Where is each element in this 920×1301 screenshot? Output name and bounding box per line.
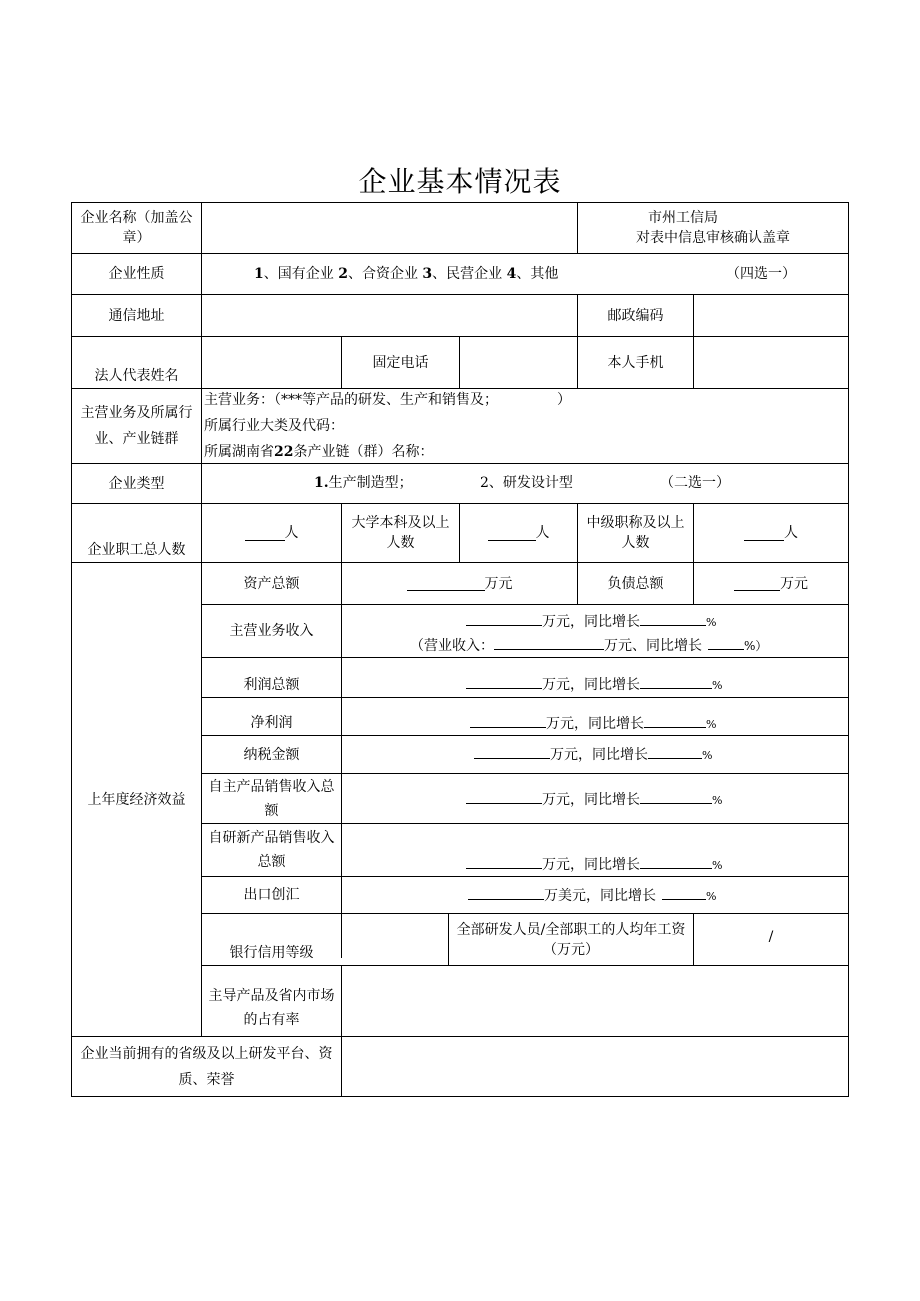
net-profit-field[interactable]	[342, 698, 848, 735]
authority-stamp-line2: 对表中信息审核确认盖章	[636, 230, 790, 246]
assets-label	[202, 563, 341, 604]
authority-stamp-box	[578, 203, 848, 253]
operating-revenue-prefix: （营业收入：	[410, 638, 494, 654]
platforms-label	[72, 1037, 341, 1096]
tax-line	[474, 744, 712, 766]
chain-suffix: 条产业链（群）名称：	[293, 444, 434, 460]
address-label-text: 通信地址	[108, 307, 165, 324]
main-revenue-percent: %	[706, 616, 717, 629]
tax-percent: %	[702, 749, 713, 762]
total-profit-percent: %	[712, 679, 723, 692]
nature-opt2-num: 2	[338, 266, 348, 282]
company-nature-label-text: 企业性质	[108, 266, 165, 282]
rd-salary-slash: /	[768, 928, 774, 945]
credit-label	[202, 914, 341, 965]
econ-label-text: 上年度经济效益	[87, 791, 186, 808]
legal-rep-label	[72, 337, 201, 388]
own-product-growth-blank	[640, 789, 712, 804]
bachelor-label-text: 大学本科及以上人数	[351, 515, 450, 551]
nature-opt3: 、民营企业	[432, 266, 503, 282]
nature-opt4: 、其他	[516, 266, 559, 282]
new-product-label	[202, 824, 341, 876]
main-revenue-field[interactable]	[342, 605, 848, 657]
new-product-growth-blank	[640, 854, 712, 869]
platforms-label-text: 企业当前拥有的省级及以上研发平台、资质、荣誉	[80, 1046, 333, 1088]
main-business-close: ）	[557, 392, 571, 408]
nature-opt3-num: 3	[422, 266, 433, 282]
assets-label-text: 资产总额	[243, 575, 300, 592]
mid-title-label	[578, 504, 693, 562]
bachelor-blank	[488, 526, 536, 541]
mobile-field[interactable]	[694, 337, 848, 388]
tax-blank	[474, 744, 550, 759]
operating-revenue-yoy: 万元、同比增长	[604, 638, 702, 654]
net-profit-growth-blank	[644, 713, 706, 728]
mid-title-field[interactable]	[694, 504, 848, 562]
debt-unit: 万元	[780, 575, 808, 592]
type-opt1-num: 1.	[314, 475, 329, 491]
chain-num: 22	[274, 444, 294, 460]
assets-blank	[407, 576, 485, 591]
chain-line	[204, 439, 433, 465]
main-revenue-blank	[466, 611, 542, 626]
type-opt2: 2、研发设计型	[480, 475, 573, 491]
page-title: 企业基本情况表	[358, 165, 562, 198]
nature-options-text	[254, 264, 558, 284]
grid-line	[71, 1096, 849, 1097]
bachelor-field[interactable]	[460, 504, 577, 562]
postcode-field[interactable]	[694, 295, 848, 336]
export-field[interactable]	[342, 877, 848, 913]
total-profit-blank	[466, 674, 542, 689]
total-profit-label-text: 利润总额	[243, 677, 300, 693]
operating-revenue-percent: %）	[744, 639, 768, 653]
staff-total-label-text: 企业职工总人数	[87, 542, 186, 558]
main-revenue-line1	[466, 611, 716, 633]
company-type-label	[72, 464, 201, 503]
tax-growth-blank	[648, 744, 702, 759]
main-revenue-yoy: 万元，同比增长	[542, 614, 640, 630]
net-profit-line	[470, 713, 716, 735]
new-product-line	[466, 854, 722, 876]
net-profit-percent: %	[706, 718, 717, 731]
main-revenue-growth-blank	[640, 611, 706, 626]
landline-label-text: 固定电话	[372, 354, 429, 371]
company-name-label-text: 企业名称（加盖公章）	[80, 210, 193, 246]
own-product-field[interactable]	[342, 774, 848, 823]
main-revenue-label	[202, 605, 341, 657]
new-product-field[interactable]	[342, 824, 848, 876]
tax-label-text: 纳税金额	[243, 746, 300, 763]
own-product-label-text: 自主产品销售收入总额	[208, 778, 335, 819]
company-nature-options[interactable]	[202, 254, 848, 294]
operating-revenue-growth-blank	[708, 635, 744, 650]
total-profit-yoy: 万元，同比增长	[542, 677, 640, 693]
export-blank	[468, 885, 544, 900]
landline-field[interactable]	[460, 337, 577, 388]
tax-field[interactable]	[342, 736, 848, 773]
bachelor-unit: 人	[535, 525, 550, 541]
assets-unit: 万元	[484, 575, 513, 592]
postcode-label	[578, 295, 693, 336]
nature-opt2: 、合资企业	[347, 266, 418, 282]
debt-label	[578, 563, 693, 604]
company-name-label	[72, 203, 201, 253]
debt-field[interactable]	[694, 563, 848, 604]
export-line	[468, 885, 716, 907]
grid-line	[848, 202, 849, 1097]
net-profit-blank	[470, 713, 546, 728]
market-share-label	[202, 966, 341, 1036]
new-product-blank	[466, 854, 542, 869]
own-product-yoy: 万元，同比增长	[542, 792, 640, 808]
total-profit-field[interactable]	[342, 658, 848, 697]
type-opt1-text: 生产制造型；	[328, 475, 413, 491]
credit-field[interactable]	[342, 914, 448, 965]
net-profit-label	[202, 698, 341, 735]
mid-title-blank	[744, 526, 784, 541]
type-choice-note: （二选一）	[660, 475, 730, 491]
company-type-options[interactable]	[202, 464, 848, 503]
export-growth-blank	[662, 885, 706, 900]
mobile-label-text: 本人手机	[607, 354, 664, 371]
mid-title-label-text: 中级职称及以上人数	[586, 515, 685, 551]
own-product-percent: %	[712, 794, 723, 807]
new-product-yoy: 万元，同比增长	[542, 857, 640, 873]
own-product-line	[466, 789, 722, 811]
market-share-label-text: 主导产品及省内市场的占有率	[208, 988, 335, 1028]
staff-total-unit: 人	[284, 525, 299, 541]
debt-blank	[734, 576, 780, 591]
total-profit-label	[202, 658, 341, 697]
type-opt1	[314, 473, 413, 493]
total-profit-line	[466, 674, 722, 696]
rd-salary-field[interactable]	[694, 914, 848, 965]
export-label-text: 出口创汇	[243, 887, 300, 903]
net-profit-label-text: 净利润	[250, 715, 293, 731]
staff-total-label	[72, 504, 201, 562]
net-profit-yoy: 万元，同比增长	[546, 716, 644, 732]
export-label	[202, 877, 341, 913]
business-label-text: 主营业务及所属行业、产业链群	[80, 405, 193, 447]
assets-field[interactable]	[342, 563, 577, 604]
platforms-field[interactable]	[342, 1037, 848, 1096]
company-type-label-text: 企业类型	[108, 475, 165, 492]
econ-label	[72, 563, 201, 1036]
postcode-label-text: 邮政编码	[607, 307, 664, 324]
main-revenue-label-text: 主营业务收入	[229, 623, 314, 639]
nature-opt4-num: 4	[506, 266, 517, 282]
export-percent: %	[706, 890, 717, 903]
address-field[interactable]	[202, 295, 577, 336]
authority-stamp-line1: 市州工信局	[648, 210, 718, 226]
own-product-blank	[466, 789, 542, 804]
company-nature-label	[72, 254, 201, 294]
nature-opt1: 、国有企业	[263, 266, 334, 282]
operating-revenue-line	[410, 635, 767, 656]
tax-label	[202, 736, 341, 773]
export-yoy: 万美元，同比增长	[544, 888, 656, 904]
credit-label-text: 银行信用等级	[229, 945, 314, 961]
legal-rep-field[interactable]	[202, 337, 341, 388]
operating-revenue-blank	[494, 635, 604, 650]
new-product-percent: %	[712, 859, 723, 872]
staff-total-field[interactable]	[202, 504, 341, 562]
main-business-text: 主营业务：（***等产品的研发、生产和销售及；	[204, 392, 491, 408]
company-name-field[interactable]	[202, 203, 577, 253]
tax-yoy: 万元，同比增长	[550, 747, 648, 763]
bachelor-label	[342, 504, 459, 562]
mid-title-unit: 人	[784, 525, 798, 541]
own-product-label	[202, 774, 341, 823]
business-info-field[interactable]	[202, 389, 848, 463]
chain-prefix: 所属湖南省	[204, 444, 274, 460]
nature-choice-note: （四选一）	[726, 266, 796, 282]
industry-code-line: 所属行业大类及代码：	[204, 418, 344, 434]
market-share-field[interactable]	[342, 966, 848, 1036]
total-profit-growth-blank	[640, 674, 712, 689]
rd-salary-label-text: 全部研发人员/全部职工的人均年工资（万元）	[456, 921, 686, 958]
address-label	[72, 295, 201, 336]
business-label	[72, 389, 201, 463]
landline-label	[342, 337, 459, 388]
debt-label-text: 负债总额	[607, 575, 664, 592]
legal-rep-label-text: 法人代表姓名	[94, 368, 179, 384]
main-business-line	[204, 387, 571, 413]
new-product-label-text: 自研新产品销售收入总额	[208, 830, 335, 870]
staff-total-blank	[245, 526, 285, 541]
rd-salary-label	[449, 914, 693, 965]
mobile-label	[578, 337, 693, 388]
nature-opt1-num: 1	[254, 266, 264, 282]
